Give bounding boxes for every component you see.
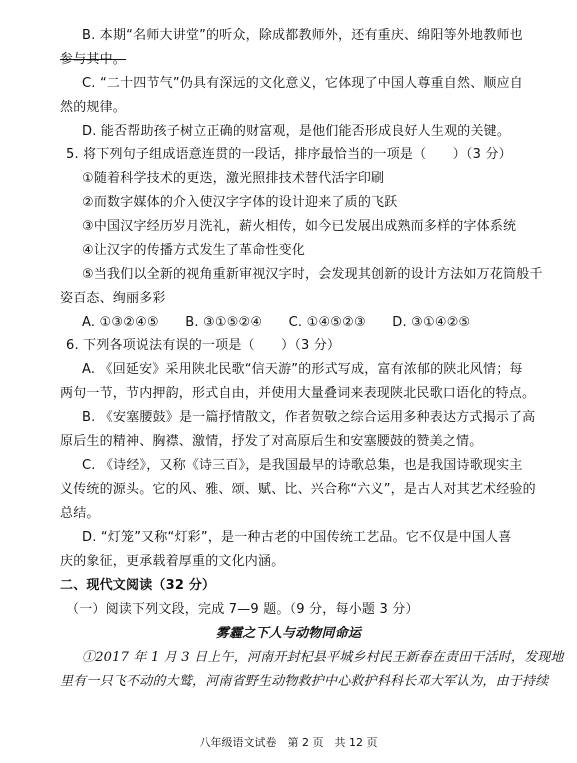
sentence-1: ①随着科学技术的更迭，激光照排技术替代活字印刷: [82, 171, 385, 186]
page-footer: 八年级语文试卷 第 2 页 共 12 页: [199, 736, 378, 749]
q6-option-c-line-2: 义传统的源头。它的风、雅、颂、赋、比、兴合称“六义”，是古人对其艺术经验的: [60, 482, 536, 497]
q6-option-d-line-1: D. “灯笼”又称“灯彩”，是一种古老的中国传统工艺品。它不仅是中国人喜: [82, 530, 512, 545]
q6-option-b-line-1: B. 《安塞腰鼓》是一篇抒情散文，作者贺敬之综合运用多种表达方式揭示了高: [82, 410, 536, 425]
option-c-line-1: C. “二十四节气”仍具有深远的文化意义，它体现了中国人尊重自然、顺应自: [82, 76, 524, 91]
reading-instructions: （一）阅读下列文段，完成 7—9 题。（9 分，每小题 3 分）: [66, 602, 419, 617]
sentence-2: ②而数字媒体的介入使汉字字体的设计迎来了质的飞跃: [82, 195, 398, 210]
passage-line-2: 里有一只飞不动的大鹫，河南省野生动物救护中心救护科科长邓大军认为，由于持续: [60, 674, 549, 689]
section-2-heading: 二、现代文阅读（32 分）: [60, 578, 216, 593]
q6-option-a-line-2: 两句一节，节内押韵，形式自由，并使用大量叠词来表现陕北民歌口语化的特点。: [60, 386, 536, 401]
option-d-line: D. 能否帮助孩子树立正确的财富观，是他们能否形成良好人生观的关键。: [82, 124, 511, 139]
option-c-line-2: 然的规律。: [60, 100, 127, 115]
question-5-prompt: 5. 将下列句子组成语意连贯的一段话，排序最恰当的一项是（ ）（3 分）: [66, 147, 512, 162]
question-6-prompt: 6. 下列各项说法有误的一项是（ ）（3 分）: [66, 338, 341, 353]
option-b-line-1: B. 本期“名师大讲堂”的听众，除成都教师外，还有重庆、绵阳等外地教师也: [82, 28, 523, 43]
option-b-line-2: 参与其中。: [60, 52, 127, 67]
sentence-5-line-2: 姿百态、绚丽多彩: [60, 291, 166, 306]
q6-option-c-line-3: 总结。: [60, 506, 100, 521]
passage-title: 雾霾之下人与动物同命运: [215, 626, 362, 641]
sentence-4: ④让汉字的传播方式发生了革命性变化: [82, 243, 306, 258]
sentence-5-line-1: ⑤当我们以全新的视角重新审视汉字时，会发现其创新的设计方法如万花筒般千: [82, 267, 543, 282]
q6-option-d-line-2: 庆的象征，更承载着厚重的文化内涵。: [60, 554, 285, 569]
q6-option-c-line-1: C. 《诗经》，又称《诗三百》，是我国最早的诗歌总集，也是我国诗歌现实主: [82, 458, 523, 473]
question-5-options: A. ①③②④⑤ B. ③①⑤②④ C. ①④⑤②③ D. ③①④②⑤: [82, 315, 471, 330]
sentence-3: ③中国汉字经历岁月洗礼，薪火相传，如今已发展出成熟而多样的字体系统: [82, 219, 517, 234]
q6-option-a-line-1: A. 《回延安》采用陕北民歌“信天游”的形式写成，富有浓郁的陕北风情；每: [82, 362, 523, 377]
q6-option-b-line-2: 原后生的精神、胸襟、激情，抒发了对高原后生和安塞腰鼓的赞美之情。: [60, 434, 483, 449]
passage-line-1: ①2017 年 1 月 3 日上午，河南开封杞县平城乡村民王新春在责田干活时，发现地: [82, 650, 564, 665]
